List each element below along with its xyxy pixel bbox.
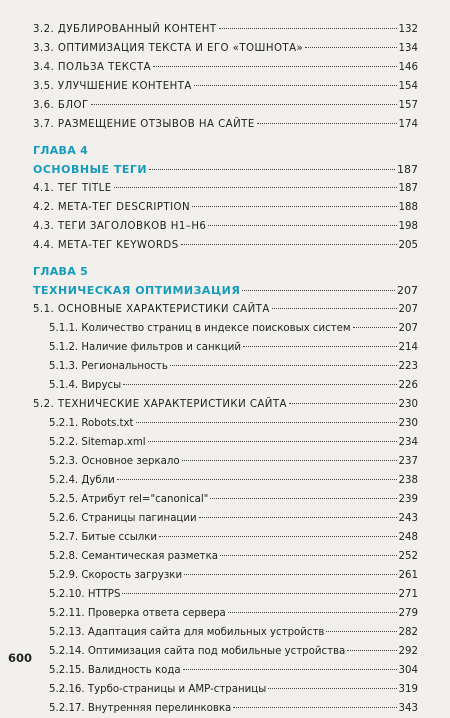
dot-leader xyxy=(136,422,397,423)
toc-subentry xyxy=(33,376,418,395)
toc-entry-page: 304 xyxy=(398,665,418,676)
toc-entry-page: 134 xyxy=(398,43,418,54)
dot-leader xyxy=(153,66,397,67)
dot-leader xyxy=(243,346,397,347)
dot-leader xyxy=(192,206,396,207)
dot-leader xyxy=(117,479,397,480)
toc-entry-page: 343 xyxy=(398,703,418,714)
chapter-label: ГЛАВА 4 xyxy=(33,144,89,157)
toc-subentry xyxy=(33,585,418,604)
toc-entry-title: 3.2. ДУБЛИРОВАННЫЙ КОНТЕНТ xyxy=(33,24,217,35)
toc-entry-page: 230 xyxy=(398,418,418,429)
toc-entry-title: 5.2.15. Валидность кода xyxy=(49,665,181,676)
table-of-contents xyxy=(33,20,418,718)
toc-entry-page: 226 xyxy=(398,380,418,391)
toc-entry-title: 5.2.7. Битые ссылки xyxy=(49,532,158,543)
dot-leader xyxy=(305,47,396,48)
toc-entry-page: 230 xyxy=(398,399,418,410)
toc-entry-title: 5.1.1. Количество страниц в индексе поисковых систем xyxy=(49,323,351,334)
toc-subentry xyxy=(33,509,418,528)
toc-entry xyxy=(33,395,418,414)
toc-chapter-4 xyxy=(33,141,418,255)
toc-entry-page: 238 xyxy=(398,475,418,486)
chapter-title: ОСНОВНЫЕ ТЕГИ xyxy=(33,163,148,176)
toc-subentry xyxy=(33,680,418,699)
dot-leader xyxy=(183,669,397,670)
toc-entry-page: 261 xyxy=(398,570,418,581)
dot-leader xyxy=(159,536,397,537)
dot-leader xyxy=(170,365,397,366)
page-number: 600 xyxy=(8,651,33,665)
toc-entry-title: 5.2.13. Адаптация сайта для мобильных устройств xyxy=(49,627,325,638)
dot-leader xyxy=(272,308,397,309)
toc-entry-page: 234 xyxy=(398,437,418,448)
toc-entry-title: 5.2.8. Семантическая разметка xyxy=(49,551,218,562)
dot-leader xyxy=(233,707,396,708)
toc-entry-title: 5.2.11. Проверка ответа сервера xyxy=(49,608,226,619)
toc-entry-title: 5.2.1. Robots.txt xyxy=(49,418,134,429)
toc-entry-title: 3.6. БЛОГ xyxy=(33,100,89,111)
dot-leader xyxy=(228,612,397,613)
toc-subentry xyxy=(33,452,418,471)
dot-leader xyxy=(91,104,397,105)
dot-leader xyxy=(182,460,397,461)
toc-entry-title: 4.4. МЕТА-ТЕГ KEYWORDS xyxy=(33,240,179,251)
toc-entry-page: 207 xyxy=(398,323,418,334)
dot-leader xyxy=(326,631,396,632)
toc-entry-title: 3.7. РАЗМЕЩЕНИЕ ОТЗЫВОВ НА САЙТЕ xyxy=(33,119,255,130)
toc-entry-page: 187 xyxy=(398,183,418,194)
toc-subentry xyxy=(33,642,418,661)
dot-leader xyxy=(219,28,397,29)
toc-subentry xyxy=(33,547,418,566)
toc-subentry xyxy=(33,604,418,623)
toc-entry xyxy=(33,300,418,319)
toc-subentry xyxy=(33,319,418,338)
dot-leader xyxy=(210,498,396,499)
toc-subentry xyxy=(33,357,418,376)
chapter-title-entry xyxy=(33,281,418,300)
toc-entry-page: 237 xyxy=(398,456,418,467)
dot-leader xyxy=(148,441,397,442)
toc-entry-title: 5.2.14. Оптимизация сайта под мобильные устройства xyxy=(49,646,346,657)
dot-leader xyxy=(208,225,396,226)
toc-subentry xyxy=(33,566,418,585)
toc-section-3 xyxy=(33,20,418,134)
toc-entry-title: 3.5. УЛУЧШЕНИЕ КОНТЕНТА xyxy=(33,81,192,92)
toc-entry-page: 132 xyxy=(398,24,418,35)
toc-entry-page: 292 xyxy=(398,646,418,657)
toc-subentry xyxy=(33,338,418,357)
dot-leader xyxy=(114,187,397,188)
toc-entry xyxy=(33,20,418,39)
toc-entry-page: 252 xyxy=(398,551,418,562)
toc-subentry xyxy=(33,699,418,718)
toc-entry-page: 271 xyxy=(398,589,418,600)
dot-leader xyxy=(242,290,395,291)
toc-entry-title: 5.2.10. HTTPS xyxy=(49,589,121,600)
dot-leader xyxy=(184,574,396,575)
toc-entry xyxy=(33,198,418,217)
dot-leader xyxy=(220,555,397,556)
toc-entry xyxy=(33,77,418,96)
toc-entry-title: 3.4. ПОЛЬЗА ТЕКСТА xyxy=(33,62,152,73)
toc-entry-page: 207 xyxy=(397,284,418,297)
toc-entry xyxy=(33,115,418,134)
toc-entry-page: 146 xyxy=(398,62,418,73)
toc-entry-title: 5.1.2. Наличие фильтров и санкций xyxy=(49,342,241,353)
toc-entry-title: 5.2.3. Основное зеркало xyxy=(49,456,180,467)
chapter-label: ГЛАВА 5 xyxy=(33,265,89,278)
toc-entry xyxy=(33,179,418,198)
chapter-title: ТЕХНИЧЕСКАЯ ОПТИМИЗАЦИЯ xyxy=(33,284,241,297)
toc-subentry xyxy=(33,490,418,509)
toc-subentry xyxy=(33,528,418,547)
toc-chapter-5 xyxy=(33,262,418,718)
toc-entry-title: 5.2.2. Sitemap.xml xyxy=(49,437,146,448)
toc-entry-title: 4.3. ТЕГИ ЗАГОЛОВКОВ H1–H6 xyxy=(33,221,207,232)
toc-entry-page: 243 xyxy=(398,513,418,524)
dot-leader xyxy=(194,85,397,86)
toc-entry xyxy=(33,236,418,255)
dot-leader xyxy=(257,123,397,124)
toc-entry-page: 187 xyxy=(397,163,418,176)
toc-entry-page: 223 xyxy=(398,361,418,372)
toc-entry-page: 157 xyxy=(398,100,418,111)
toc-entry-page: 174 xyxy=(398,119,418,130)
toc-entry xyxy=(33,58,418,77)
toc-entry-title: 5.2.5. Атрибут rel="canonical" xyxy=(49,494,209,505)
toc-entry-page: 198 xyxy=(398,221,418,232)
toc-entry-title: 5.2.6. Страницы пагинации xyxy=(49,513,197,524)
toc-subentry xyxy=(33,661,418,680)
toc-entry-page: 207 xyxy=(398,304,418,315)
toc-entry-page: 319 xyxy=(398,684,418,695)
toc-entry-title: 5.1. ОСНОВНЫЕ ХАРАКТЕРИСТИКИ САЙТА xyxy=(33,304,270,315)
toc-entry-page: 205 xyxy=(398,240,418,251)
dot-leader xyxy=(123,384,396,385)
toc-entry-title: 5.1.4. Вирусы xyxy=(49,380,122,391)
toc-entry-page: 248 xyxy=(398,532,418,543)
toc-entry-page: 188 xyxy=(398,202,418,213)
dot-leader xyxy=(268,688,396,689)
dot-leader xyxy=(181,244,397,245)
dot-leader xyxy=(353,327,397,328)
toc-entry xyxy=(33,217,418,236)
toc-subentry xyxy=(33,623,418,642)
toc-subentry xyxy=(33,433,418,452)
toc-entry-title: 4.1. ТЕГ TITLE xyxy=(33,183,112,194)
toc-entry-title: 5.2.16. Турбо-страницы и AMP-страницы xyxy=(49,684,267,695)
toc-entry xyxy=(33,96,418,115)
dot-leader xyxy=(122,593,396,594)
toc-entry-page: 154 xyxy=(398,81,418,92)
toc-subentry xyxy=(33,414,418,433)
dot-leader xyxy=(199,517,397,518)
toc-entry-page: 214 xyxy=(398,342,418,353)
toc-entry-title: 5.1.3. Региональность xyxy=(49,361,168,372)
toc-entry-title: 5.2.4. Дубли xyxy=(49,475,115,486)
toc-entry-title: 3.3. ОПТИМИЗАЦИЯ ТЕКСТА И ЕГО «ТОШНОТА» xyxy=(33,43,304,54)
dot-leader xyxy=(289,403,397,404)
dot-leader xyxy=(347,650,396,651)
toc-entry-page: 239 xyxy=(398,494,418,505)
chapter-title-entry xyxy=(33,160,418,179)
toc-entry-page: 279 xyxy=(398,608,418,619)
toc-entry-title: 5.2. ТЕХНИЧЕСКИЕ ХАРАКТЕРИСТИКИ САЙТА xyxy=(33,399,287,410)
toc-entry-title: 4.2. МЕТА-ТЕГ DESCRIPTION xyxy=(33,202,191,213)
dot-leader xyxy=(149,169,395,170)
toc-entry-page: 282 xyxy=(398,627,418,638)
toc-entry-title: 5.2.9. Скорость загрузки xyxy=(49,570,183,581)
toc-entry xyxy=(33,39,418,58)
toc-entry-title: 5.2.17. Внутренняя перелинковка xyxy=(49,703,232,714)
toc-subentry xyxy=(33,471,418,490)
